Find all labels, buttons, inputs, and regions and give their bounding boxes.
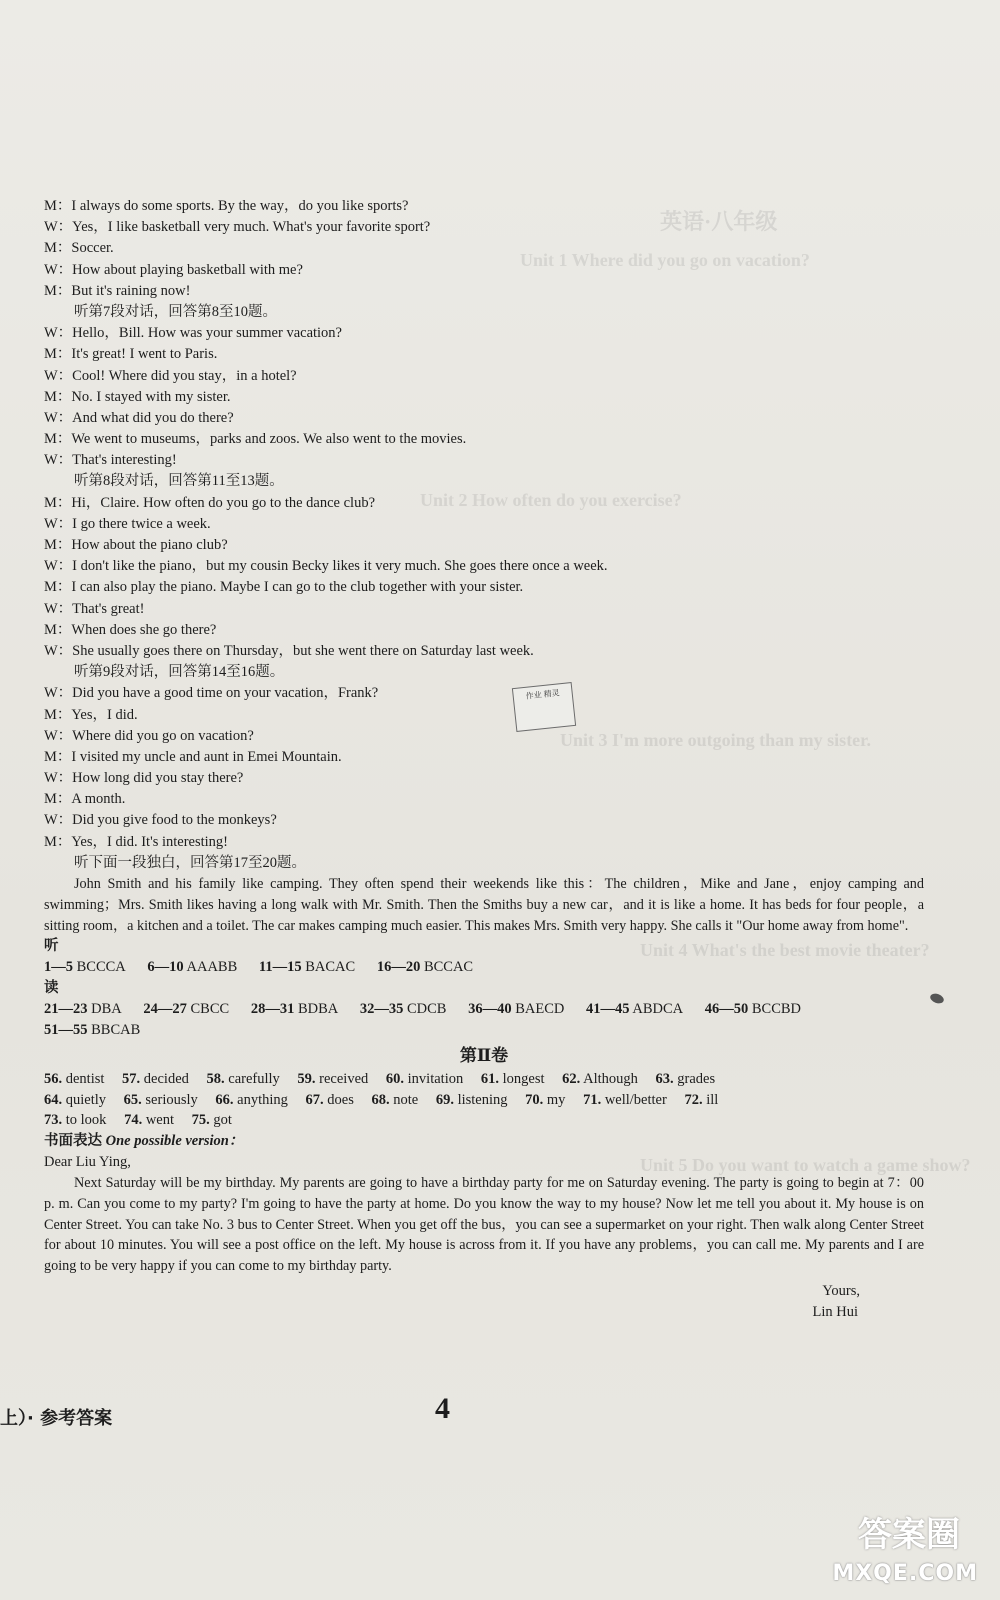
dialogue-line: M：But it's raining now!: [44, 282, 191, 299]
reading-label: 读: [44, 980, 59, 997]
fill-item: [215, 1090, 288, 1111]
fill-item: [124, 1110, 174, 1131]
answer-group: [147, 957, 237, 978]
item-answer: my: [546, 1091, 566, 1108]
item-number: 59.: [297, 1071, 316, 1088]
answer-group: [586, 999, 683, 1020]
dialogue-line: M：A month.: [44, 791, 126, 808]
item-answer: does: [327, 1091, 354, 1108]
dialogue-section-9: [44, 683, 924, 853]
section-heading-7: 听第7段对话，回答第8至10题。: [74, 303, 277, 320]
dialogue-line: M：Hi，Claire. How often do you go to the dance club?: [44, 494, 376, 511]
fill-in-row-1: [44, 1069, 924, 1090]
dialogue-line: M：Soccer.: [44, 240, 114, 257]
item-answer: received: [319, 1071, 369, 1088]
item-number: 64.: [44, 1091, 63, 1108]
item-answer: to look: [65, 1112, 107, 1129]
item-answer: longest: [502, 1071, 545, 1088]
dialogue-line: W：How long did you stay there?: [44, 770, 244, 787]
answer-letters: BDBA: [297, 1001, 339, 1018]
fill-item: [297, 1069, 368, 1090]
answer-group: [705, 999, 801, 1020]
dialogue-line: W：That's interesting!: [44, 452, 177, 469]
page-number: 4: [435, 1392, 450, 1425]
answer-group: [143, 999, 229, 1020]
fill-item: [525, 1090, 565, 1111]
dialogue-line: W：Did you give food to the monkeys?: [44, 812, 277, 829]
item-number: 74.: [124, 1112, 143, 1129]
item-number: 70.: [525, 1091, 544, 1108]
item-answer: note: [393, 1091, 419, 1108]
answer-group: [259, 957, 355, 978]
dialogue-line: W：I go there twice a week.: [44, 515, 211, 532]
reading-answers-row-1: [44, 999, 924, 1020]
fill-item: [371, 1090, 418, 1111]
section-heading-9: 听第9段对话，回答第14至16题。: [74, 664, 285, 681]
item-answer: Although: [583, 1071, 638, 1088]
answer-range: 41—45: [586, 1001, 630, 1018]
dialogue-line: M：I can also play the piano. Maybe I can go to the club together with your sister.: [44, 579, 524, 596]
dialogue-line: W：Where did you go on vacation?: [44, 727, 254, 744]
dialogue-line: M：I visited my uncle and aunt in Emei Mountain.: [44, 748, 342, 765]
fill-item: [684, 1090, 718, 1111]
dialogue-line: M：We went to museums，parks and zoos. We also went to the movies.: [44, 431, 467, 448]
item-answer: got: [213, 1112, 232, 1129]
fill-item: [44, 1069, 104, 1090]
reading-answers-row-2: [44, 1020, 924, 1041]
item-number: 56.: [44, 1071, 63, 1088]
fill-item: [44, 1110, 106, 1131]
bleed-through-text: Unit 2 How often do you exercise?: [420, 490, 682, 510]
writing-version-label: One possible version：: [105, 1132, 244, 1149]
item-number: 72.: [684, 1091, 703, 1108]
fill-item: [44, 1090, 106, 1111]
item-number: 61.: [480, 1071, 499, 1088]
item-number: 66.: [215, 1091, 234, 1108]
answer-range: 28—31: [250, 1001, 295, 1018]
fill-item: [656, 1069, 716, 1090]
item-answer: seriously: [145, 1091, 198, 1108]
dialogue-line: M：When does she go there?: [44, 621, 217, 638]
answer-group: [44, 957, 126, 978]
answer-group: [360, 999, 447, 1020]
fill-item: [562, 1069, 638, 1090]
fill-item: [481, 1069, 545, 1090]
dialogue-line: W：Cool! Where did you stay，in a hotel?: [44, 367, 297, 384]
letter-body-text: Next Saturday will be my birthday. My parents are going to have a birthday party for me on Saturday evening. The party is going to begin at 7：00 p. m. Can you come to my party? I'm going to have the party at home. Do you know the way to my house? Now let me tell you about it. My house is on Center Street. You can take No. 3 bus to Center Street. When you get off the bus，you can see a supermarket on your right. Then walk along Center Street for about 10 minutes. You will see a post office on the left. My house is across from it. If you have any problems，you can call me. My parents and I are going to be very happy if you can come to my birthday party.: [44, 1175, 924, 1275]
dialogue-line: M：It's great! I went to Paris.: [44, 346, 218, 363]
item-answer: ill: [706, 1091, 719, 1108]
dialogue-line: W：And what did you do there?: [44, 409, 234, 426]
answer-group: [44, 1020, 140, 1041]
answer-letters: DBA: [91, 1001, 122, 1018]
answer-range: 32—35: [359, 1001, 404, 1018]
item-number: 62.: [562, 1071, 581, 1088]
answer-range: 36—40: [468, 1001, 512, 1018]
answer-letters: BAECD: [515, 1001, 565, 1018]
answer-letters: CBCC: [190, 1001, 230, 1018]
item-number: 69.: [435, 1091, 454, 1108]
letter-closing: Yours,: [822, 1283, 860, 1300]
answer-group: [377, 957, 473, 978]
item-answer: listening: [457, 1091, 508, 1108]
page-content: [44, 196, 924, 1323]
answer-group: [468, 999, 564, 1020]
fill-in-row-3: [44, 1110, 924, 1131]
letter-body: [44, 1173, 924, 1277]
dialogue-section-a: [44, 196, 924, 302]
item-answer: carefully: [228, 1071, 280, 1088]
fill-item: [124, 1090, 198, 1111]
item-answer: grades: [677, 1071, 716, 1088]
answer-letters: ABDCA: [632, 1001, 684, 1018]
bleed-through-text: Unit 1 Where did you go on vacation?: [520, 250, 810, 270]
answer-range: 21—23: [44, 1001, 88, 1018]
dialogue-section-7: [44, 323, 924, 471]
answer-range: 1—5: [44, 959, 73, 976]
letter-signature: Lin Hui: [812, 1304, 858, 1321]
dialogue-line: W：I don't like the piano，but my cousin Becky likes it very much. She goes there once a week.: [44, 558, 608, 575]
answer-range: 6—10: [147, 959, 184, 976]
item-number: 68.: [371, 1091, 390, 1108]
listening-label: 听: [44, 938, 59, 955]
answer-range: 24—27: [143, 1001, 187, 1018]
item-number: 58.: [206, 1071, 225, 1088]
footer-label: 上）· 参考答案: [0, 1408, 113, 1429]
dialogue-line: W：Yes，I like basketball very much. What's your favorite sport?: [44, 219, 431, 236]
item-answer: invitation: [407, 1071, 464, 1088]
item-answer: decided: [143, 1071, 189, 1088]
dialogue-line: W：How about playing basketball with me?: [44, 261, 303, 278]
item-number: 71.: [583, 1091, 602, 1108]
answer-letters: BACAC: [305, 959, 356, 976]
answer-range: 11—15: [258, 959, 302, 976]
dialogue-section-8: [44, 493, 924, 663]
answer-range: 16—20: [376, 959, 421, 976]
section-heading-monologue: 听下面一段独白，回答第17至20题。: [74, 854, 306, 871]
bleed-through-text: Unit 3 I'm more outgoing than my sister.: [560, 730, 872, 750]
homework-stamp-logo: [512, 682, 576, 732]
dialogue-line: W：That's great!: [44, 600, 145, 617]
answer-range: 46—50: [704, 1001, 749, 1018]
answer-letters: BCCBD: [751, 1001, 802, 1018]
fill-item: [386, 1069, 463, 1090]
answer-letters: BCCCA: [76, 959, 126, 976]
bleed-through-text: Unit 4 What's the best movie theater?: [640, 940, 930, 960]
monologue-paragraph: [44, 874, 924, 936]
fill-item: [122, 1069, 189, 1090]
item-answer: well/better: [604, 1091, 667, 1108]
item-number: 57.: [122, 1071, 141, 1088]
item-number: 65.: [123, 1091, 142, 1108]
fill-item: [192, 1110, 232, 1131]
part-two-title: 第Ⅱ卷: [459, 1046, 509, 1066]
item-number: 75.: [191, 1112, 210, 1129]
answer-letters: BCCAC: [423, 959, 474, 976]
dialogue-line: M：No. I stayed with my sister.: [44, 388, 231, 405]
item-number: 63.: [655, 1071, 674, 1088]
writing-label: 书面表达: [44, 1132, 102, 1149]
item-answer: dentist: [65, 1071, 105, 1088]
item-number: 73.: [44, 1112, 63, 1129]
item-number: 67.: [305, 1091, 324, 1108]
fill-item: [306, 1090, 354, 1111]
monologue-text: John Smith and his family like camping. They often spend their weekends like this：The children，Mike and Jane，enjoy camping and swimming；Mrs. Smith likes having a long walk with Mr. Smith. Then the Smiths buy a new car，and it is like a home. It has beds for four people，a sitting room，a kitchen and a toilet. The car makes camping much easier. This makes Mrs. Smith very happy. She calls it "Our home away from home".: [44, 876, 924, 934]
item-number: 60.: [385, 1071, 405, 1088]
answer-letters: AAABB: [186, 959, 238, 976]
dialogue-line: W：She usually goes there on Thursday，but she went there on Saturday last week.: [44, 642, 534, 659]
ink-speck: [929, 992, 945, 1005]
dialogue-line: M：How about the piano club?: [44, 537, 228, 553]
answer-letters: CDCB: [406, 1001, 447, 1018]
answer-letters: BBCAB: [91, 1022, 141, 1039]
bleed-through-text: 英语·八年级: [660, 209, 778, 234]
dialogue-line: W：Hello，Bill. How was your summer vacation?: [44, 325, 342, 342]
stamp-text: 作业 精灵: [525, 688, 561, 701]
watermark-url: MXQE.COM: [832, 1561, 978, 1586]
dialogue-line: M：Yes，I did.: [44, 706, 138, 723]
fill-item: [436, 1090, 508, 1111]
answer-group: [251, 999, 338, 1020]
dialogue-line: M：Yes，I did. It's interesting!: [44, 833, 228, 850]
listening-answers: [44, 957, 924, 978]
section-heading-8: 听第8段对话，回答第11至13题。: [74, 473, 284, 490]
fill-item: [207, 1069, 280, 1090]
fill-item: [583, 1090, 667, 1111]
letter-greeting: Dear Liu Ying,: [44, 1153, 131, 1170]
item-answer: went: [145, 1112, 174, 1129]
item-answer: anything: [237, 1091, 288, 1108]
dialogue-line: M：I always do some sports. By the way，do you like sports?: [44, 198, 409, 214]
dialogue-line: W：Did you have a good time on your vacation，Frank?: [44, 685, 379, 702]
answer-range: 51—55: [44, 1022, 88, 1039]
writing-heading: [44, 1131, 924, 1152]
answer-group: [44, 999, 122, 1020]
watermark-logo: 答案圈: [858, 1515, 960, 1555]
item-answer: quietly: [65, 1091, 107, 1108]
fill-in-row-2: [44, 1090, 924, 1111]
bleed-through-text: Unit 5 Do you want to watch a game show?: [640, 1155, 971, 1175]
